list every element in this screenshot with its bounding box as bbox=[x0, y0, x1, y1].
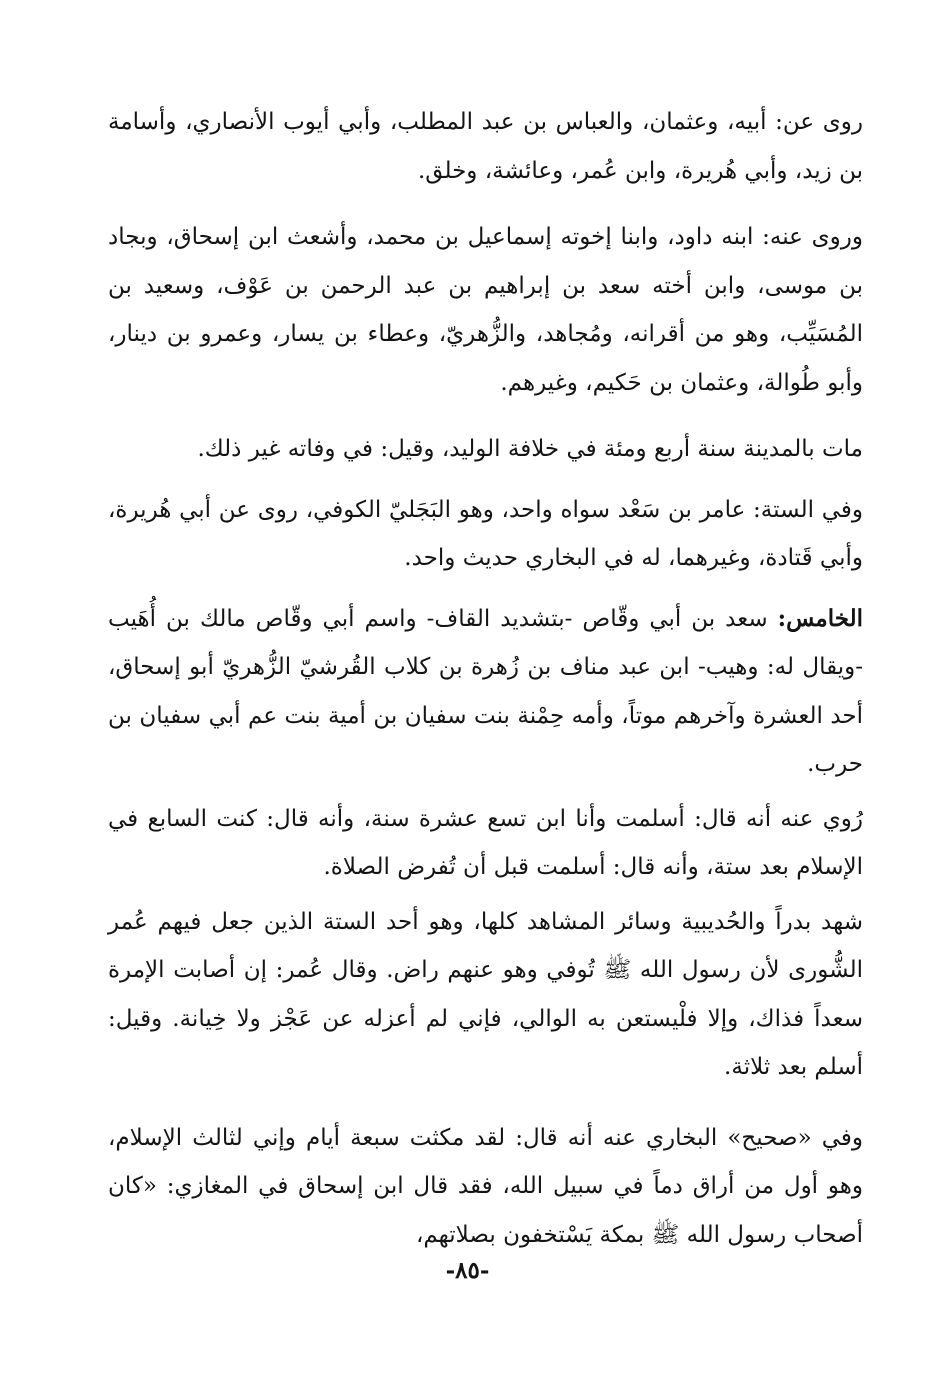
paragraph-fifth-text: سعد بن أبي وقّاص -بتشديد القاف- واسم أبي وقّاص مالك بن أُهَيب -ويقال له: وهيب- ابن عبد مناف بن زُهرة بن كلاب القُرشيّ الزُّهريّ أبو إسحاق، أحد العشرة وآخرهم موتاً، وأمه حِمْنة بنت سفيان بن أمية بنت عم أبي سفيان بن حرب. bbox=[108, 605, 863, 777]
section-heading-fifth: الخامس: bbox=[777, 604, 863, 632]
paragraph-amir-bajali: وفي الستة: عامر بن سَعْد سواه واحد، وهو البَجَليّ الكوفي، روى عن أبي هُريرة، وأبي قَتادة، وغيرهما، له في البخاري حديث واحد. bbox=[108, 496, 863, 571]
paragraph-narrators-from: روى عن: أبيه، وعثمان، والعباس بن عبد المطلب، وأبي أيوب الأنصاري، وأسامة بن زيد، وأبي هُريرة، وابن عُمر، وعائشة، وخلق. bbox=[108, 109, 863, 184]
paragraph-death: مات بالمدينة سنة أربع ومئة في خلافة الوليد، وقيل: في وفاته غير ذلك. bbox=[197, 436, 863, 462]
paragraph-badr-shura: شهد بدراً والحُديبية وسائر المشاهد كلها، وهو أحد الستة الذين جعل فيهم عُمر الشُّورى لأن رسول الله ﷺ تُوفي وهو عنهم راض. وقال عُمر: إن أصابت الإمرة سعداً فذاك، وإلا فلْيستعن به الوالي، فإني لم أعزله عن عَجْز ولا خِيانة. وقيل: أسلم بعد ثلاثة. bbox=[108, 908, 863, 1080]
text-column bbox=[108, 98, 863, 1259]
paragraph-fifth-saad bbox=[108, 595, 863, 789]
paragraph-islam-age: رُوي عنه أنه قال: أسلمت وأنا ابن تسع عشرة سنة، وأنه قال: كنت السابع في الإسلام بعد ستة، وأنه قال: أسلمت قبل أن تُفرض الصلاة. bbox=[108, 805, 863, 880]
page-number: -٨٥- bbox=[445, 1257, 490, 1284]
paragraph-narrators-to: وروى عنه: ابنه داود، وابنا إخوته إسماعيل بن محمد، وأشعث ابن إسحاق، وبجاد بن موسى، وابن أخته سعد بن إبراهيم بن عبد الرحمن بن عَوْف، وسعيد بن المُسَيِّب، وهو من أقرانه، ومُجاهد، والزُّهريّ، وعطاء بن يسار، وعمرو بن دينار، وأبو طُوالة، وعثمان بن حَكيم، وغيرهم. bbox=[108, 224, 863, 396]
paragraph-sahih-bukhari: وفي «صحيح» البخاري عنه أنه قال: لقد مكثت سبعة أيام وإني لثالث الإسلام، وهو أول من أراق دماً في سبيل الله، فقد قال ابن إسحاق في المغازي: «كان أصحاب رسول الله ﷺ بمكة يَسْتخفون بصلاتهم، bbox=[108, 1124, 863, 1248]
